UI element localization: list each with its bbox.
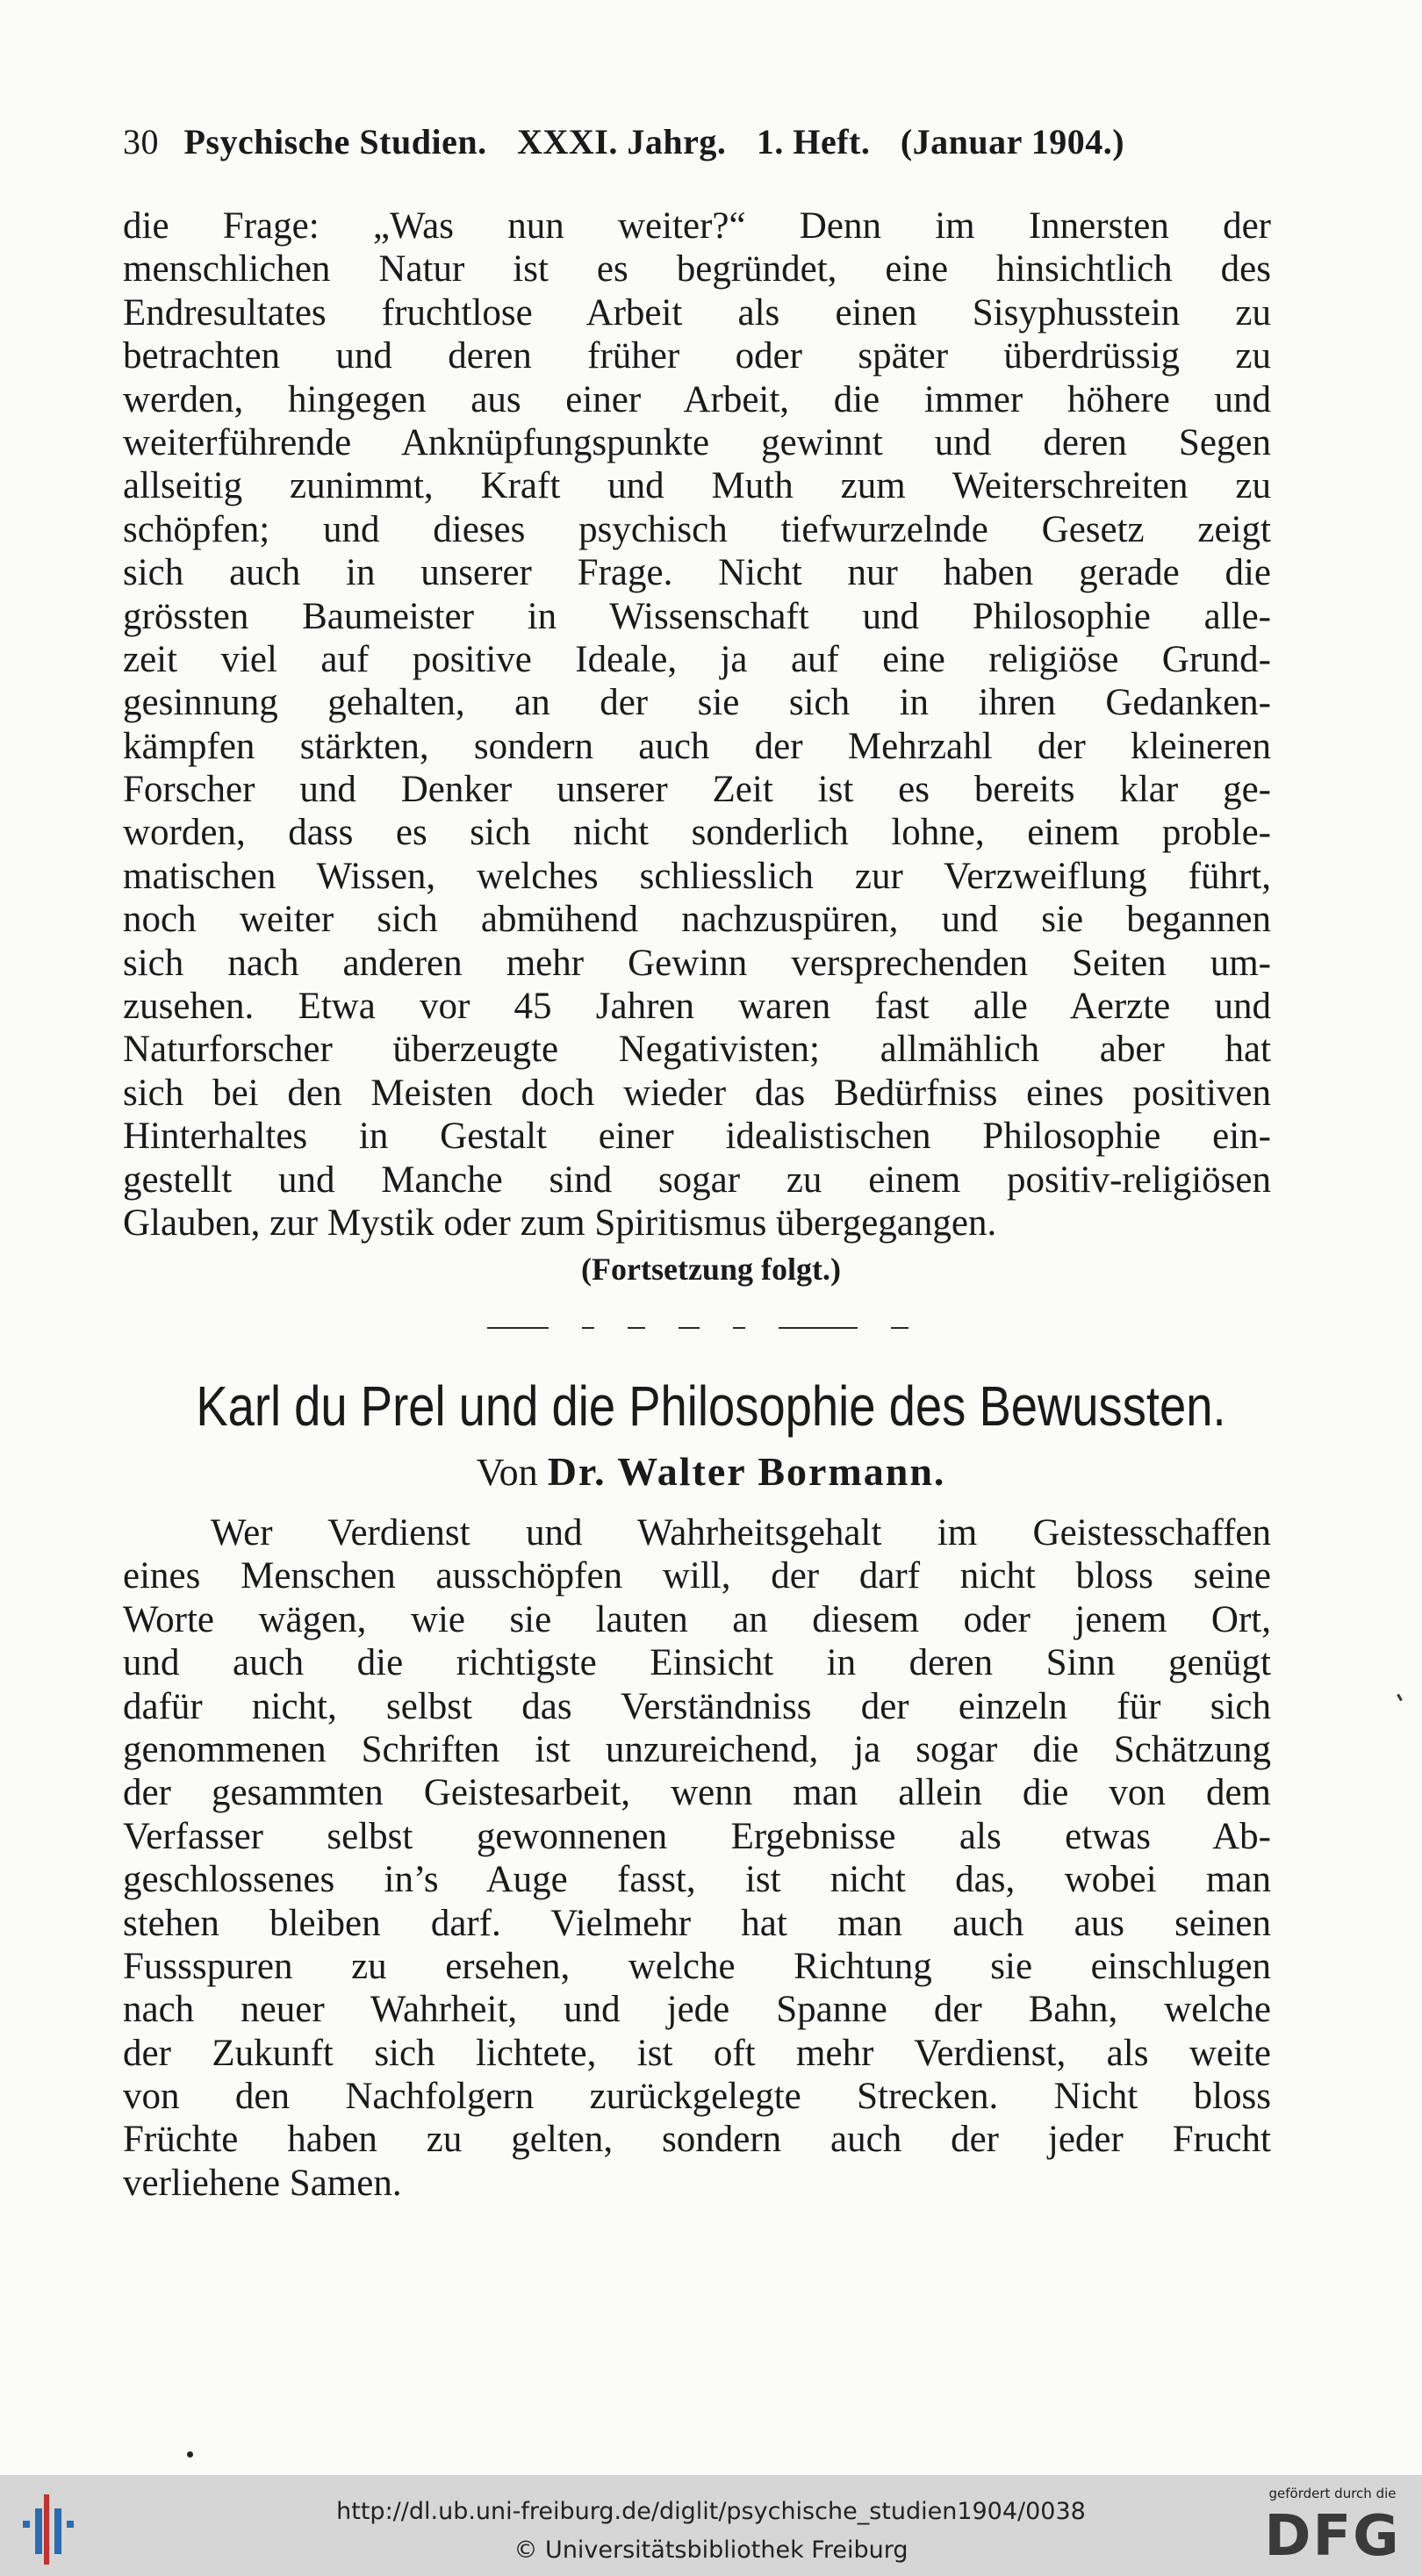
text-line: kämpfen stärkten, sondern auch der Mehrzahl der kleineren xyxy=(123,725,1271,767)
text-line: eines Menschen ausschöpfen will, der darf nicht bloss seine xyxy=(123,1555,1271,1597)
volume-label: XXXI. Jahrg. xyxy=(517,122,727,161)
text-line: grössten Baumeister in Wissenschaft und Philosophie alle- xyxy=(123,595,1271,637)
text-line: und auch die richtigste Einsicht in deren Sinn genügt xyxy=(123,1642,1271,1684)
text-line: noch weiter sich abmühend nachzuspüren, und sie begannen xyxy=(123,899,1271,941)
text-line: die Frage: „Was nun weiter?“ Denn im Innersten der xyxy=(123,205,1271,247)
scan-mark xyxy=(1397,1694,1403,1701)
text-line: worden, dass es sich nicht sonderlich lohne, einem proble- xyxy=(123,812,1271,854)
article-paragraph xyxy=(123,1511,1271,2205)
text-line: zusehen. Etwa vor 45 Jahren waren fast alle Aerzte und xyxy=(123,986,1271,1028)
sponsor-note: gefördert durch die xyxy=(1268,2486,1397,2501)
text-line: gesinnung gehalten, an der sie sich in ihren Gedanken- xyxy=(123,682,1271,724)
text-line: nach neuer Wahrheit, und jede Spanne der Bahn, welche xyxy=(123,1989,1271,2031)
scan-speck xyxy=(187,2451,193,2458)
text-line: Forscher und Denker unserer Zeit ist es bereits klar ge- xyxy=(123,769,1271,811)
text-line: menschlichen Natur ist es begründet, eine hinsichtlich des xyxy=(123,248,1271,291)
dfg-logo: DFG xyxy=(1264,2504,1401,2569)
continuation-note: (Fortsetzung folgt.) xyxy=(581,1252,841,1287)
journal-title: Psychische Studien. xyxy=(183,122,487,161)
text-line: stehen bleiben darf. Vielmehr hat man auch aus seinen xyxy=(123,1902,1271,1944)
text-line: schöpfen; und dieses psychisch tiefwurzelnde Gesetz zeigt xyxy=(123,508,1271,550)
viewer-footer xyxy=(0,2475,1422,2576)
issue-label: 1. Heft. xyxy=(756,122,871,161)
text-line: matischen Wissen, welches schliesslich zur Verzweiflung führt, xyxy=(123,855,1271,897)
text-line: sich bei den Meisten doch wieder das Bedürfniss eines positiven xyxy=(123,1072,1271,1114)
text-line: Naturforscher überzeugte Negativisten; allmählich aber hat xyxy=(123,1029,1271,1071)
text-line: dafür nicht, selbst das Verständniss der einzeln für sich xyxy=(123,1685,1271,1727)
paragraph-continued xyxy=(123,205,1271,1245)
issue-date: (Januar 1904.) xyxy=(900,122,1125,161)
text-line: zeit viel auf positive Ideale, ja auf eine religiöse Grund- xyxy=(123,638,1271,680)
text-line: Fussspuren zu ersehen, welche Richtung sie einschlugen xyxy=(123,1945,1271,1987)
text-line: sich auch in unserer Frage. Nicht nur haben gerade die xyxy=(123,552,1271,594)
text-line: betrachten und deren früher oder später überdrüssig zu xyxy=(123,335,1271,377)
text-line: Wer Verdienst und Wahrheitsgehalt im Geistesschaffen xyxy=(211,1512,1271,1553)
text-line: werden, hingegen aus einer Arbeit, die immer höhere und xyxy=(123,378,1271,420)
text-line: gestellt und Manche sind sogar zu einem positiv-religiösen xyxy=(123,1159,1271,1201)
text-line: sich nach anderen mehr Gewinn versprechenden Seiten um- xyxy=(123,942,1271,984)
page-number: 30 xyxy=(123,122,159,161)
section-divider xyxy=(487,1327,908,1331)
text-line: genommenen Schriften ist unzureichend, ja sogar die Schätzung xyxy=(123,1728,1271,1770)
text-line: allseitig zunimmt, Kraft und Muth zum Weiterschreiten zu xyxy=(123,465,1271,507)
text-line: Früchte haben zu gelten, sondern auch der jeder Frucht xyxy=(123,2119,1271,2161)
text-line: Endresultates fruchtlose Arbeit als einen Sisyphusstein zu xyxy=(123,291,1271,334)
text-line: Hinterhaltes in Gestalt einer idealistischen Philosophie ein- xyxy=(123,1116,1271,1158)
text-line: geschlossenes in’s Auge fasst, ist nicht das, wobei man xyxy=(123,1859,1271,1901)
text-line: der Zukunft sich lichtete, ist oft mehr Verdienst, als weite xyxy=(123,2032,1271,2074)
text-line: verliehene Samen. xyxy=(123,2162,402,2204)
text-line: weiterführende Anknüpfungspunkte gewinnt und deren Segen xyxy=(123,421,1271,463)
byline-prefix: Von xyxy=(476,1451,538,1494)
article-title: Karl du Prel und die Philosophie des Bewussten. xyxy=(196,1374,1226,1438)
text-line: Glauben, zur Mystik oder zum Spiritismus übergegangen. xyxy=(123,1202,997,1244)
author-name: Dr. Walter Bormann. xyxy=(547,1449,946,1494)
text-line: Verfasser selbst gewonnenen Ergebnisse als etwas Ab- xyxy=(123,1815,1271,1857)
copyright-notice: © Universitätsbibliothek Freiburg xyxy=(514,2537,908,2564)
text-line: der gesammten Geistesarbeit, wenn man allein die von dem xyxy=(123,1772,1271,1814)
running-head xyxy=(123,121,1264,162)
text-line: Worte wägen, wie sie lauten an diesem oder jenem Ort, xyxy=(123,1598,1271,1640)
text-line: von den Nachfolgern zurückgelegte Strecken. Nicht bloss xyxy=(123,2076,1271,2118)
byline xyxy=(0,1448,1422,1495)
permalink[interactable]: http://dl.ub.uni-freiburg.de/diglit/psychische_studien1904/0038 xyxy=(336,2498,1086,2525)
